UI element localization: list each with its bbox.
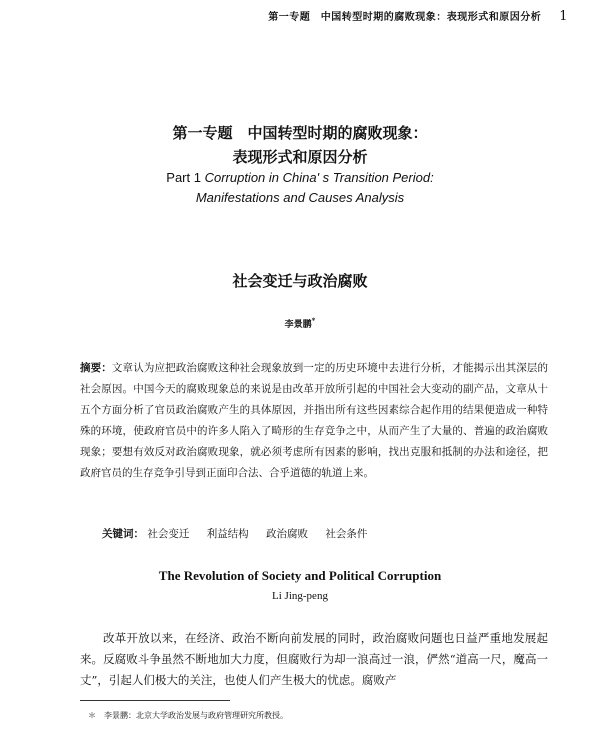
section-title-en-line2-text: Manifestations and Causes Analysis <box>195 190 405 205</box>
section-title-en-italic: Corruption in China' s Transition Period: <box>204 170 434 185</box>
keyword: 社会条件 <box>325 528 368 540</box>
article-title-zh: 社会变迁与政治腐败 <box>232 272 368 290</box>
running-header <box>0 8 568 24</box>
running-title: 第一专题 中国转型时期的腐败现象：表现形式和原因分析 <box>268 12 542 23</box>
section-title-en-line2 <box>0 190 600 205</box>
footnote-divider <box>80 700 230 701</box>
page-number: 1 <box>559 9 568 24</box>
abstract-text: 文章认为应把政治腐败这种社会现象放到一定的历史环境中去进行分析，才能揭示出其深层的社会原因。中国今天的腐败现象总的来说是由改革开放所引起的中国社会大变动的副产品，文章从十五个方面分析了官员政治腐败产生的具体原因，并指出所有这些因素综合起作用的结果便造成一种特殊的环境，使政府官员中的许多人陷入了畸形的生存竞争之中，从而产生了大量的、普遍的政治腐败现象；要想有效反对政治腐败现象，就必须考虑所有因素的影响，找出克服和抵制的办法和途径，把政府官员的生存竞争引导到正面印合法、合乎道德的轨道上来。 <box>80 362 549 479</box>
author-name: 李景鹏 <box>284 320 312 330</box>
section-title-zh-line2: 表现形式和原因分析 <box>232 148 368 166</box>
keyword: 政治腐败 <box>266 528 309 540</box>
section-title-en-line1 <box>0 170 600 185</box>
article-author-en: Li Jing-peng <box>272 590 328 602</box>
abstract-label: 摘要： <box>80 362 112 374</box>
keyword: 社会变迁 <box>147 528 190 540</box>
keywords-label: 关键词： <box>102 528 144 540</box>
footnote: ＊ 李景鹏：北京大学政治发展与政府管理研究所教授。 <box>88 711 288 720</box>
article-title-en: The Revolution of Society and Political Corruption <box>158 568 442 583</box>
body-paragraph: 改革开放以来，在经济、政治不断向前发展的同时，政治腐败问题也日益严重地发展起来。反腐败斗争虽然不断地加大力度，但腐败行为却一浪高过一浪，俨然“道高一尺，魔高一丈”，引起人们极大的关注，也使人们产生极大的忧虑。腐败产 <box>80 631 548 687</box>
article-author-zh <box>0 316 600 330</box>
section-title-en-prefix: Part 1 <box>166 170 205 185</box>
keywords <box>102 526 548 541</box>
abstract <box>80 358 548 484</box>
author-footnote-mark: * <box>311 316 316 325</box>
section-title-zh-line1: 第一专题 中国转型时期的腐败现象： <box>172 124 428 142</box>
keyword: 利益结构 <box>206 528 249 540</box>
